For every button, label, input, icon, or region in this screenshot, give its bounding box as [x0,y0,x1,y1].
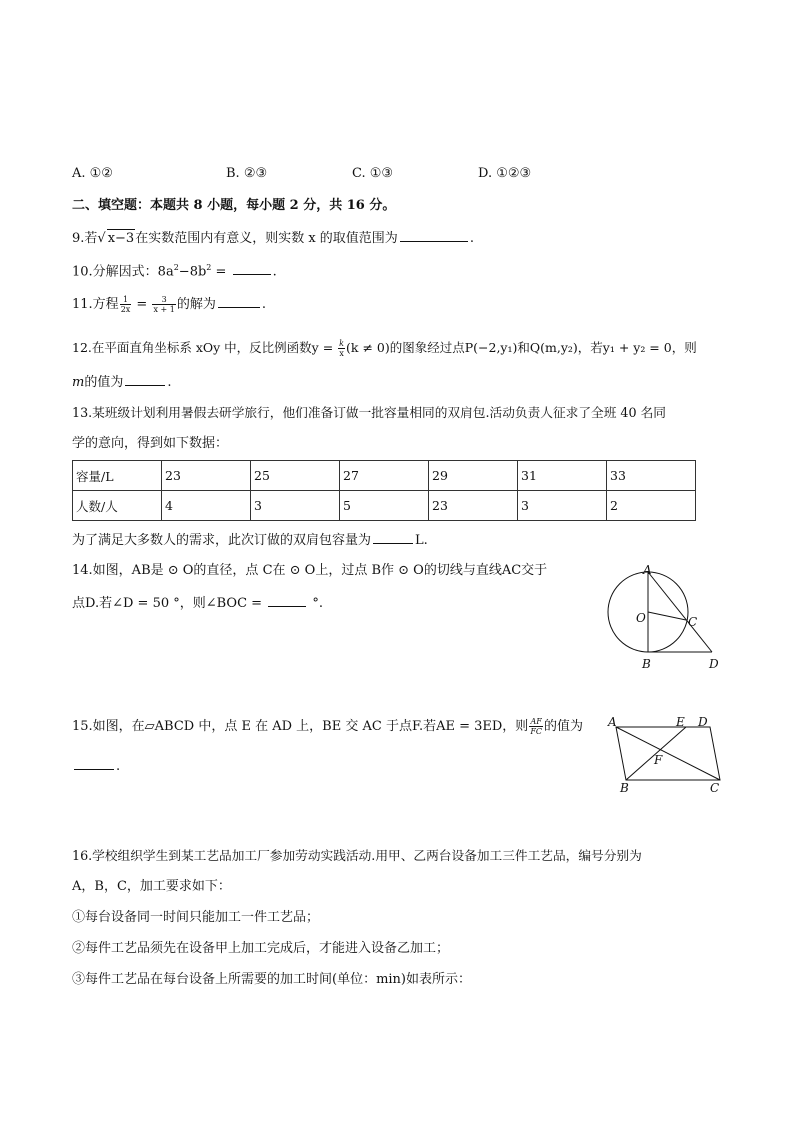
q14-answer-blank[interactable] [268,593,306,607]
question-10 [72,259,277,281]
question-16-rule3: ③每件工艺品在每台设备上所需要的加工时间(单位：min)如表所示： [72,972,472,987]
q9-radicand: x−3 [107,231,135,246]
label-a: A [643,563,652,577]
q11-f2-num: 3 [152,295,175,305]
line-ad [648,572,712,652]
q13-line3-suffix: L. [415,533,428,548]
question-9 [72,228,474,248]
question-16-rule2: ②每件工艺品须先在设备甲上加工完成后，才能进入设备乙加工； [72,941,450,956]
q15-f-num: AF [530,717,542,726]
q15-suffix: 的值为 [543,719,583,734]
q11-f2-den: x + 1 [153,305,175,314]
q10-answer-blank[interactable] [233,261,271,275]
q10-prefix: 10.分解因式：8a [72,264,174,280]
table-cell: 27 [340,461,429,491]
q15-f-den: FC [530,727,542,736]
q14-line2-suffix: °. [308,596,323,611]
q15-fraction [529,717,543,736]
q11-suffix: . [261,297,267,312]
question-13-line3 [72,530,428,550]
question-11 [72,293,266,317]
q15-answer-blank[interactable] [74,756,114,770]
label-c: C [710,781,720,795]
table-cell: 23 [429,491,518,521]
question-15-line2 [72,756,120,776]
q12-suffix: . [167,375,172,390]
table-cell: 31 [518,461,607,491]
q12-middle: (k ≠ 0)的图象经过点P(−2,y₁)和Q(m,y₂)，若y₁ + y₂ = 0，则 [346,340,697,355]
label-d: D [698,715,708,729]
q10-eq: = [211,264,231,280]
q11-prefix: 11.方程 [72,297,119,312]
label-b: B [620,781,629,795]
question-16-rule1: ①每台设备同一时间只能加工一件工艺品； [72,910,320,925]
question-14-line2 [72,593,323,613]
q12-fraction [338,339,345,358]
question-13-line2: 学的意向，得到如下数据： [72,436,229,451]
q12-prefix: 12.在平面直角坐标系 xOy 中，反比例函数y = [72,340,338,355]
question-16-line1: 16.学校组织学生到某工艺品加工厂参加劳动实践活动.用甲、乙两台设备加工三件工艺品，编号分别为 [72,848,642,863]
option-c: C. ①③ [352,166,394,181]
question-13-line1: 13.某班级计划利用暑假去研学旅行，他们准备订做一批容量相同的双肩包.活动负责人征求了全班 40 名同 [72,405,666,420]
sqrt-sign: √ [97,231,106,246]
q11-middle: 的解为 [176,297,216,312]
table-cell: 23 [162,461,251,491]
table-cell: 4 [162,491,251,521]
q14-line2-prefix: 点D.若∠D = 50 °，则∠BOC = [72,596,267,611]
label-f: F [654,753,663,767]
table-cell: 33 [607,461,696,491]
option-d: D. ①②③ [478,166,532,181]
table-cell: 29 [429,461,518,491]
section-heading: 二、填空题：本题共 8 小题，每小题 2 分，共 16 分。 [72,198,396,213]
label-b: B [642,657,651,671]
q11-fraction-1 [120,295,132,314]
q11-f1-den: 2x [120,305,131,314]
question-12 [72,336,697,360]
question-16-line2: A，B，C，加工要求如下： [72,879,231,894]
label-e: E [676,715,685,729]
option-b: B. ②③ [226,166,268,181]
table-cell: 5 [340,491,429,521]
q10-mid: −8b [178,264,207,280]
q10-exp2: 2 [206,263,212,272]
label-d: D [709,657,719,671]
question-12-line2 [72,372,171,392]
q13-line3-prefix: 为了满足大多数人的需求，此次订做的双肩包容量为 [72,533,372,548]
segment-oc [648,612,686,620]
q11-f1-num: 1 [120,295,132,305]
table-cell: 25 [251,461,340,491]
q10-suffix: . [272,264,277,280]
capacity-table [72,460,696,521]
q13-answer-blank[interactable] [373,530,413,544]
q11-answer-blank[interactable] [218,294,260,308]
q12-answer-blank[interactable] [125,372,165,386]
q12-k-den: x [339,349,344,358]
q11-eq: = [132,297,152,312]
label-o: O [636,611,646,625]
q12-var: m [72,375,85,390]
q9-middle: 在实数范围内有意义，则实数 x 的取值范围为 [135,231,398,246]
question-14-line1: 14.如图，AB是 ⊙ O的直径，点 C在 ⊙ O上，过点 B作 ⊙ O的切线与直线AC交于 [72,563,548,578]
table-cell: 2 [607,491,696,521]
question-15 [72,714,583,740]
label-a: A [608,715,617,729]
diagonal-ac [616,727,720,780]
q11-fraction-2 [152,295,175,314]
circle-tangent-figure [600,560,730,680]
table-cell: 人数/人 [73,491,162,521]
table-row [73,491,696,521]
parallelogram-figure [604,712,734,797]
q15-line2-suffix: . [116,759,121,774]
table-row [73,461,696,491]
q9-prefix: 9.若 [72,231,98,246]
q15-prefix: 15.如图，在▱ABCD 中，点 E 在 AD 上，BE 交 AC 于点F.若AE = 3ED，则 [72,719,529,734]
q9-answer-blank[interactable] [400,228,468,242]
table-cell: 容量/L [73,461,162,491]
option-a: A. ①② [72,166,113,181]
table-cell: 3 [251,491,340,521]
label-c: C [688,615,698,629]
q12-k-num: k [339,339,345,348]
q10-exp1: 2 [173,263,179,272]
q12-line2-text: 的值为 [84,375,124,390]
q9-suffix: . [469,231,474,246]
table-cell: 3 [518,491,607,521]
